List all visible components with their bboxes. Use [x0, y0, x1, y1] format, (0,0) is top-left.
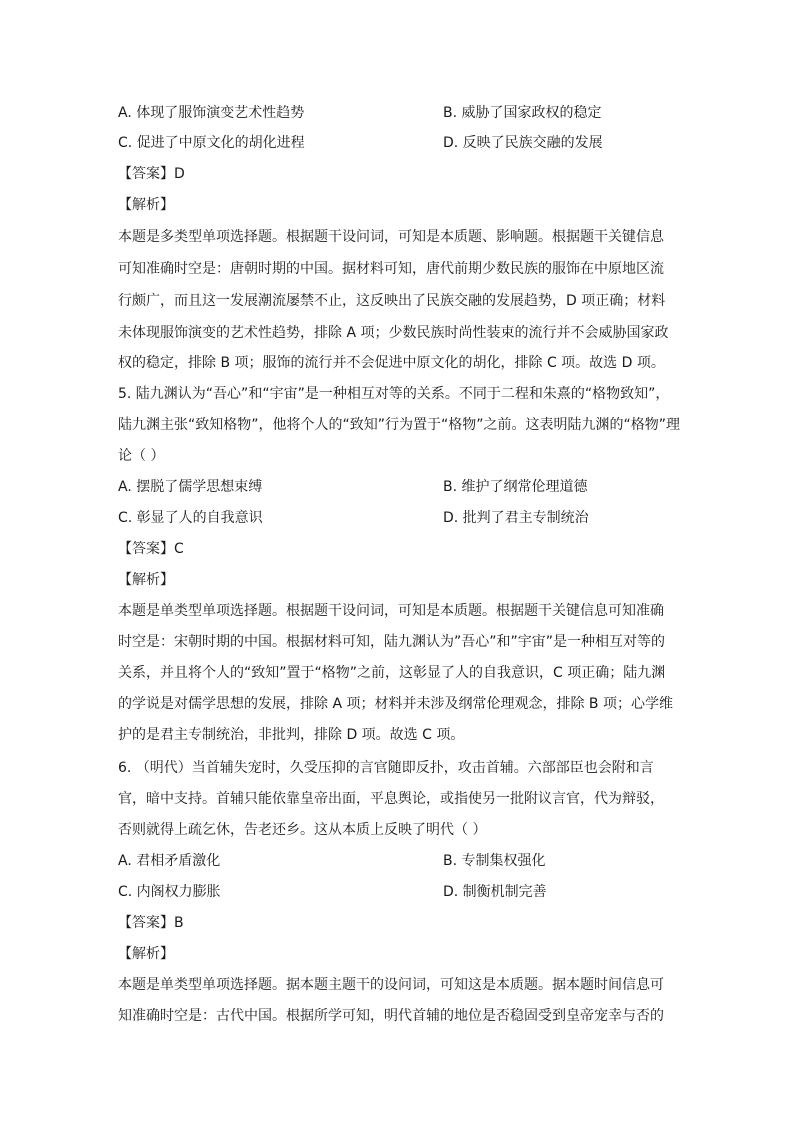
q5-option-c: C. 彰显了人的自我意识: [118, 510, 263, 526]
q5-analysis-line: 本题是单类型单项选择题。根据题干设问词，可知是本质题。根据题干关键信息可知准确: [118, 603, 664, 619]
q6-option-c: C. 内阁权力膨胀: [118, 884, 221, 900]
q4-analysis-heading: 【解析】: [118, 197, 174, 213]
q4-answer: 【答案】D: [118, 166, 185, 182]
q6-analysis-line: 知准确时空是：古代中国。根据所学可知，明代首辅的地位是否稳固受到皇帝宠幸与否的: [118, 1008, 664, 1024]
q5-option-b: B. 维护了纲常伦理道德: [443, 479, 588, 495]
q6-analysis-line: 本题是单类型单项选择题。据本题主题干的设问词，可知这是本质题。据本题时间信息可: [118, 977, 664, 993]
q5-stem-line: 5. 陆九渊认为“吾心”和“宇宙”是一种相互对等的关系。不同于二程和朱熹的“格物致知”，: [118, 386, 670, 402]
q4-analysis-line: 本题是多类型单项选择题。根据题干设问词，可知是本质题、影响题。根据题干关键信息: [118, 229, 664, 245]
q6-stem-line: 官，暗中支持。首辅只能依靠皇帝出面，平息舆论，或指使另一批附议言官，代为辩驳，: [118, 791, 664, 807]
q5-option-a: A. 摆脱了儒学思想束缚: [118, 479, 263, 495]
q5-stem-line: 论（ ）: [118, 448, 165, 464]
q4-option-a: A. 体现了服饰演变艺术性趋势: [118, 105, 305, 121]
q5-analysis-line: 时空是：宋朝时期的中国。根据材料可知，陆九渊认为”吾心”和”宇宙”是一种相互对等的: [118, 634, 666, 650]
q6-option-d: D. 制衡机制完善: [443, 884, 547, 900]
q4-option-d: D. 反映了民族交融的发展: [443, 135, 603, 151]
q5-stem-line: 陆九渊主张“致知格物”，他将个人的“致知”行为置于“格物”之前。这表明陆九渊的“格物”理: [118, 417, 681, 433]
q6-stem-line: 否则就得上疏乞休，告老还乡。这从本质上反映了明代（ ）: [118, 822, 487, 838]
q6-answer: 【答案】B: [118, 915, 184, 931]
q5-analysis-line: 护的是君主专制统治，非批判，排除 D 项。故选 C 项。: [118, 727, 465, 743]
q6-analysis-heading: 【解析】: [118, 946, 174, 962]
q4-analysis-line: 可知准确时空是：唐朝时期的中国。据材料可知，唐代前期少数民族的服饰在中原地区流: [118, 261, 664, 277]
q5-analysis-heading: 【解析】: [118, 572, 174, 588]
q6-stem-line: 6. （明代）当首辅失宠时，久受压抑的言官随即反扑，攻击首辅。六部部臣也会附和言: [118, 760, 654, 776]
q4-analysis-line: 行颇广，而且这一发展潮流屡禁不止，这反映出了民族交融的发展趋势，D 项正确；材料: [118, 293, 666, 309]
q6-option-a: A. 君相矛盾激化: [118, 853, 221, 869]
q4-analysis-line: 未体现服饰演变的艺术性趋势，排除 A 项；少数民族时尚性装束的流行并不会威胁国家政: [118, 325, 669, 341]
q5-answer: 【答案】C: [118, 541, 184, 557]
q5-analysis-line: 的学说是对儒学思想的发展，排除 A 项；材料并未涉及纲常伦理观念，排除 B 项；心学维: [118, 696, 673, 712]
q6-option-b: B. 专制集权强化: [443, 853, 546, 869]
q4-option-c: C. 促进了中原文化的胡化进程: [118, 135, 305, 151]
q5-option-d: D. 批判了君主专制统治: [443, 510, 589, 526]
q4-option-b: B. 威胁了国家政权的稳定: [443, 105, 602, 121]
q5-analysis-line: 关系，并且将个人的“致知”置于“格物”之前，这彰显了人的自我意识，C 项正确；陆九渊: [118, 665, 666, 681]
q4-analysis-line: 权的稳定，排除 B 项；服饰的流行并不会促进中原文化的胡化，排除 C 项。故选 D 项。: [118, 355, 665, 371]
